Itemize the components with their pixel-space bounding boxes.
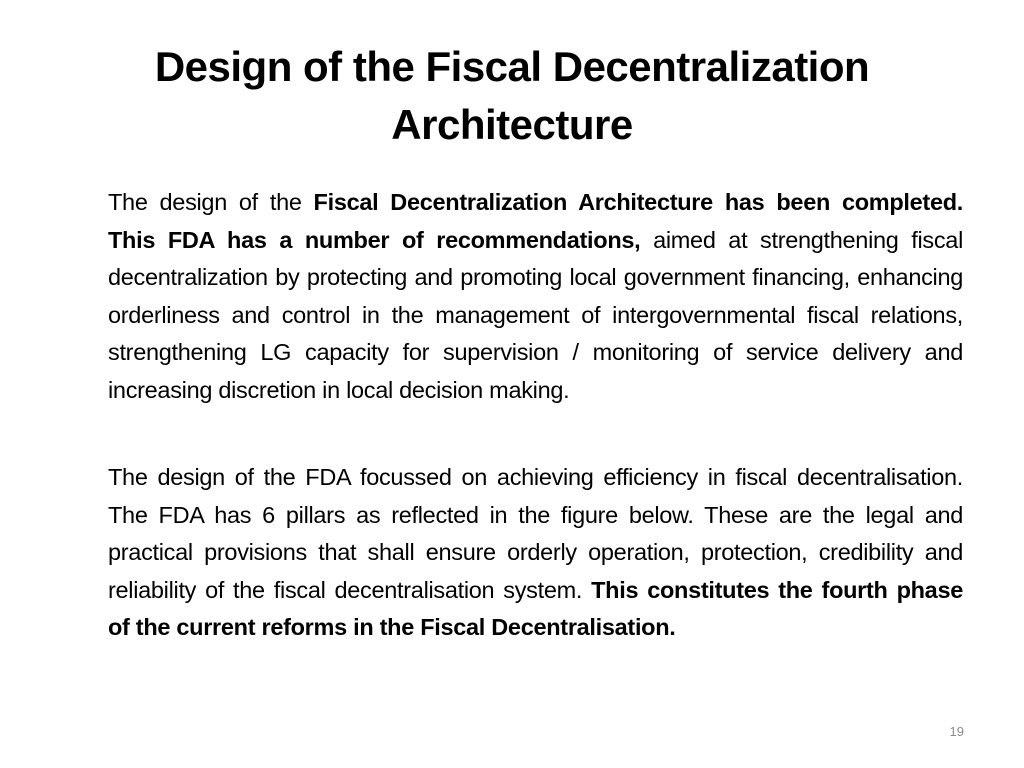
slide-body [108,184,963,647]
page-number: 19 [949,724,964,739]
text-segment: The design of the [108,189,314,215]
paragraph-1 [108,184,963,409]
bold-text-segment: This constitutes the fourth phase of the current reforms in the Fiscal Decentralisation. [108,576,963,640]
text-segment: aimed at strengthening fiscal decentralization by protecting and promoting local government financing, enhancing orderliness and control in the management of intergovernmental fiscal relations, strengthening LG capacity for supervision / monitoring of service delivery and increasing discretion in local decision making. [108,226,963,403]
bold-text-segment: Fiscal Decentralization Architecture has been completed. This FDA has a number of recommendations, [108,189,963,253]
text-segment: The design of the FDA focussed on achieving efficiency in fiscal decentralisation. The FDA has 6 pillars as reflected in the figure below. These are the legal and practical provisions that shall ensure orderly operation, protection, credibility and reliability of the fiscal decentralisation system. [108,464,963,603]
slide-title: Design of the Fiscal Decentralization Architecture [154,43,870,148]
paragraph-2 [108,459,963,647]
